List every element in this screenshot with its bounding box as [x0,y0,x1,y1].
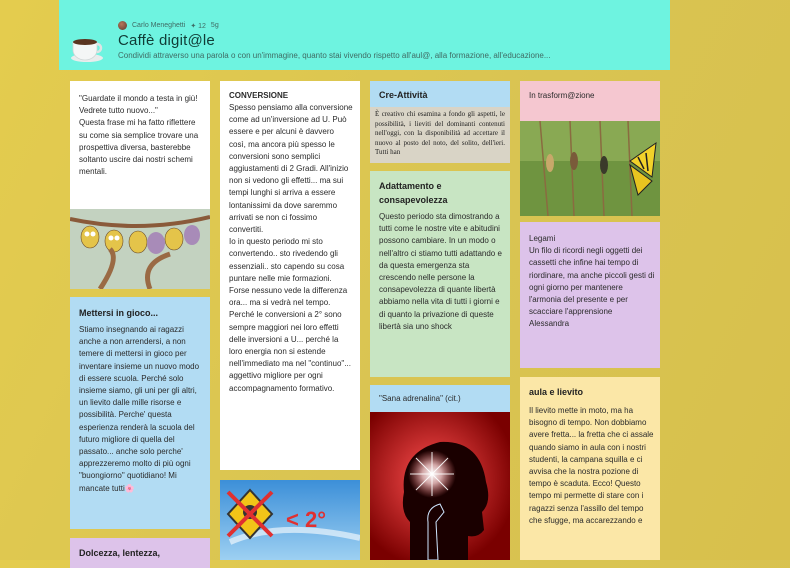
post-card[interactable] [370,171,510,377]
coffee-cup-icon [69,28,105,64]
post-text: Il lievito mette in moto, ma ha bisogno di tempo. Non dobbiamo avere fretta... la fretta che ci assale quando siamo in aula con i nostri studenti, la campana squilla e ci avvisa che la nostra pozione di tempo è scaduta. Ecco! Questo tempo mi permette di stare con i ragazzi senza l'assillo del tempo che sfugge, ma accarezzando e [529,406,654,525]
post-text: In trasform@zione [529,91,595,100]
post-card[interactable] [220,81,360,470]
author-name[interactable]: Carlo Meneghetti [132,22,186,29]
likes-count: ✦ 12 [190,22,206,30]
post-text: "Guardate il mondo a testa in giù! Vedrete tutto nuovo..." Questa frase mi ha fatto riflettere su come sia semplice trovare una prospettiva diversa, basterebbe soltanto uscire dai nostri schemi mentali. [79,94,199,177]
post-text: Legami Un filo di ricordi negli oggetti dei cassetti che infine hai tempo di riordinare, ma anche piccoli gesti di ogni giorno per mantenere l'armonia del presente e per scacciare l'apprensione Alessandra [529,234,655,329]
post-text: Stiamo insegnando ai ragazzi anche a non arrendersi, a non temere di mettersi in gioco per inventare insieme un nuovo modo di essere scuola. Perché solo insieme siamo, gli uni per gli altri, un lievito dalle mille risorse e possibilità. Perche' questa esperienza renderà la scuola del futuro migliore di quella del passato... anche solo perche' apprezzeremo molto di più ogni "buongiorno" quotidiano! Mi mancate tutti🌸 [79,325,200,493]
post-title: Dolcezza, lentezza, [79,548,161,558]
post-text: Spesso pensiamo alla conversione come ad un'inversione ad U. Può essere e per alcuni è davvero così, ma ancora più spesso le conversioni sono semplici aggiustamenti di 2 Gradi. All'inizio non si vedono gli effetti... ma sui tempi lunghi si arriva a essere lontanissimi da dove saremmo arrivati se non ci fossimo convertiti. Io in questo periodo mi sto convertendo.. sto rivedendo gli essenziali.. sto capendo su cosa puntare nelle mie formazioni. Forse nessuno vede la differenza ora... ma si vedrà nel tempo. Perché le conversioni a 2° sono sempre maggiori nei loro effetti delle inversioni a U... perché la loro energia non si estende nell'immediato ma nel "continuo"... aggettivo migliore per ogni accompagnamento formativo. [229,103,353,393]
post-card[interactable] [520,377,660,560]
post-card[interactable] [70,297,210,529]
post-card[interactable] [370,385,510,560]
post-text: Questo periodo sta dimostrando a tutti come le nostre vite e abitudini possono cambiare. In un modo o nell'altro ci stiamo tutti adattando e da questa emergenza sta crescendo nelle persone la consapevolezza di quante libertà abbiamo nella vita di tutti i giorni e di quanto la privazione di queste libertà sia uno shock [379,212,502,331]
butterfly-photo [520,121,660,216]
head-light-illustration [370,412,510,560]
post-card[interactable] [70,538,210,568]
post-card[interactable] [370,81,510,163]
post-title: Mettersi in gioco... [79,308,159,318]
book-page-image: È creativo chi esamina a fondo gli aspetti, le possibilità, i lieviti del dominanti contenuti nell'oggi, con la disponibilità ad accettare il nuovo al posto del noto, del solito, dell'ieri. Tutti han [370,107,510,163]
board-title: Caffè digit@le [118,32,215,49]
post-text: "Sana adrenalina" (cit.) [379,394,461,403]
post-card[interactable] [520,222,660,368]
post-title: Cre-Attività [379,90,428,100]
board-subtitle: Condividi attraverso una parola o con un'immagine, quanto stai vivendo rispetto all'aul@, alla formazione, all'educazione... [118,51,551,60]
owls-illustration [70,209,210,289]
post-title: CONVERSIONE [229,91,289,100]
age-label: 5g [210,22,219,29]
post-card[interactable] [520,81,660,216]
sign-label: < 2° [286,507,326,532]
road-sign-illustration [220,480,360,560]
avatar[interactable] [118,21,127,30]
post-title: Adattamento e consapevolezza [379,181,448,205]
author-row [118,21,219,30]
post-card[interactable] [220,480,360,560]
post-card[interactable] [70,81,210,289]
post-title: aula e lievito [529,387,584,397]
